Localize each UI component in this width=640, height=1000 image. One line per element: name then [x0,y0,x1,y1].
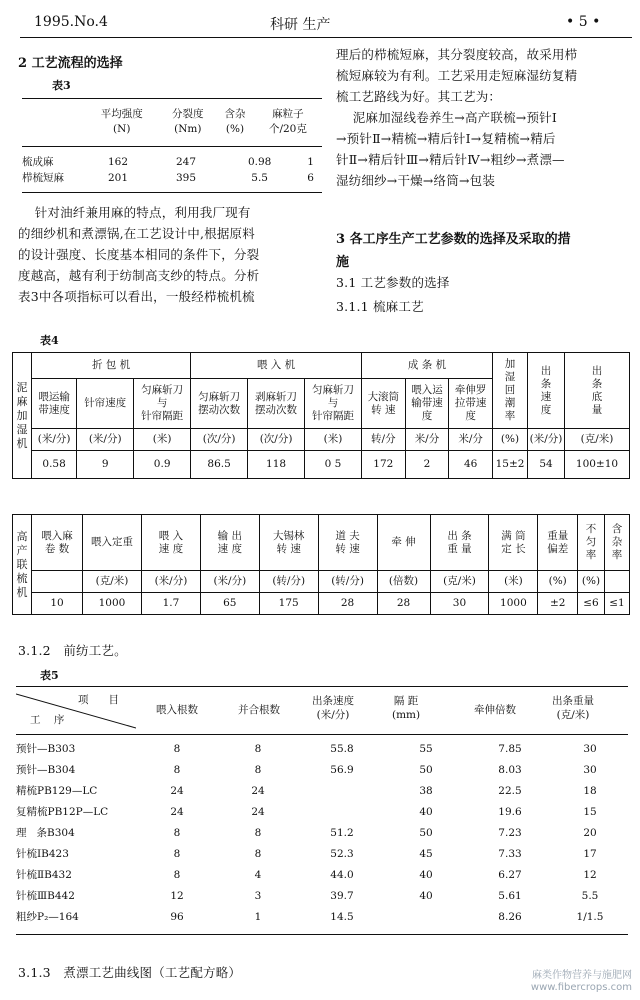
table5-body [16,738,628,927]
table5-cell: 4 [254,868,262,881]
table4b-header: 输 出 速 度 [200,515,259,571]
table5-cell: 40 [419,805,433,818]
table4-header: 大滚筒 转 速 [361,379,405,429]
table3-col-particles: 麻粒子 个/20克 [268,108,307,135]
table-row [16,843,628,864]
table-row [16,738,628,759]
table5-process: 粗纱P₂—164 [16,910,79,923]
journal-issue: 1995.No.4 [34,14,108,30]
table5-cell [300,780,384,801]
table5-top-rule [16,686,628,687]
table4b-header: 喂入定重 [83,515,142,571]
table5-cell: 7.23 [498,826,522,839]
paragraph-line: 泥麻加湿线卷养生→高产联梳→预针Ⅰ [336,110,557,125]
table5-cell: 52.3 [330,847,354,860]
paragraph-line: 的细纱机和煮漂锅,在工艺设计中,根据原料 [18,226,255,241]
table5-cell: 7.85 [498,742,522,755]
table5-cell: 8 [173,763,181,776]
table5-cell: 24 [251,784,265,797]
table5-cell: 17 [583,847,597,860]
table5-cell: 30 [583,763,597,776]
table5-cell: 7.33 [498,847,522,860]
table5-cell: 45 [419,847,433,860]
subsection-3-1-1: 3.1.1 梳麻工艺 [336,299,424,314]
table5-cell: 51.2 [330,826,354,839]
process-paragraph [336,44,632,191]
table5-cell: 8 [254,826,262,839]
table5-cell: 15 [583,805,597,818]
table4-caption: 表4 [40,334,59,347]
table3-top-rule [22,98,322,99]
table4-unit: 转/分 [361,429,405,451]
table4-header: 针帘速度 [77,379,134,429]
table4-value: 172 [361,451,405,479]
table5-cell: 19.6 [498,805,522,818]
table5-cell: 1/1.5 [576,910,604,923]
paragraph-line: 针对油纤兼用麻的特点，利用我厂现有 [18,205,251,220]
table5-cell: 24 [170,805,184,818]
table4-header: 匀麻斩刀 与 针帘隔距 [134,379,191,429]
paragraph-line: 的设计强度、长度基本相同的条件下，分裂 [18,247,260,262]
table3-body [22,154,322,186]
watermark-line: 麻类作物营养与施肥网 [532,970,632,981]
subsection-3-1-2: 3.1.2 前纺工艺。 [18,643,127,658]
table4-header: 匀麻斩刀 摆动次数 [191,379,248,429]
section-3-title-cont: 施 [336,255,350,270]
table5-cell: 40 [419,889,433,902]
table4b-header: 含 杂 率 [605,515,630,571]
table3-cell: 5.5 [251,172,268,184]
table4b-value: 65 [200,593,259,615]
table4b-header: 喂入麻 卷 数 [32,515,83,571]
table4b-value: 1000 [489,593,538,615]
paragraph-line: →预针Ⅱ→精梳→精后针Ⅰ→复精梳→精后 [336,131,556,146]
table5-cell: 8 [173,868,181,881]
table5-bottom-rule [16,934,628,935]
table3-mid-rule [22,146,322,147]
paragraph-line: 梳短麻较为有利。工艺采用走短麻湿纺复精 [336,68,578,83]
section-3-title: 3 各工序生产工艺参数的选择及采取的措 [336,232,571,247]
paragraph-line: 针Ⅱ→精后针Ⅲ→精后针Ⅳ→粗纱→煮漂— [336,152,565,167]
table4b [12,514,630,615]
table5-cell: 8.03 [498,763,522,776]
table4b-header: 不 匀 率 [578,515,605,571]
table5-cell: 8 [173,826,181,839]
table4-unit: (次/分) [191,429,248,451]
table4-unit: (米/分) [528,429,565,451]
table5-caption: 表5 [40,669,59,682]
table4b-value: 10 [32,593,83,615]
table4-value: 0.58 [32,451,77,479]
table3-cell: 162 [107,156,129,168]
table4-value: 46 [449,451,493,479]
table5-cell: 20 [583,826,597,839]
table5-process: 理 条B304 [16,826,75,839]
subsection-3-1-3: 3.1.3 煮漂工艺曲线图（工艺配方略） [18,965,242,980]
table5-cell: 55.8 [330,742,354,755]
table5-cell: 18 [583,784,597,797]
section-2-title: 2 工艺流程的选择 [18,56,123,71]
table3-cell: 247 [175,156,196,168]
table-row [16,885,628,906]
table5-cell [384,906,468,927]
table5-process: 预针—B303 [16,742,76,755]
table4-group: 折 包 机 [32,353,191,379]
table4-value: 2 [405,451,449,479]
table5-cell: 8 [254,742,262,755]
table4b-unit: (米) [489,571,538,593]
table4-value: 9 [77,451,134,479]
table4b-unit: (克/米) [430,571,489,593]
table5-col-header: 喂入根数 [156,704,198,716]
table-row [16,906,628,927]
table3-cell: 梳成麻 [22,156,54,168]
table-row [16,780,628,801]
table-row [16,759,628,780]
table5-cell: 30 [583,742,597,755]
table5-cell: 1 [254,910,262,923]
table-row [22,154,322,170]
table4b-value: ±2 [538,593,578,615]
table4b-unit: (米/分) [142,571,201,593]
table-row [13,429,630,451]
table4b-header: 满 筒 定 长 [489,515,538,571]
table3-bottom-rule [22,192,322,193]
site-watermark [531,970,632,994]
table5-cell: 5.5 [581,889,599,902]
table4-value: 86.5 [191,451,248,479]
table4b-unit [32,571,83,593]
table4b-header: 喂 入 速 度 [142,515,201,571]
table4b-unit: (%) [538,571,578,593]
table4-header: 喂入运 输带速 度 [405,379,449,429]
table5-process: 针梳ⅡB432 [16,868,72,881]
table5-cell: 40 [419,868,433,881]
table4b-value: ≤6 [578,593,605,615]
table5-mid-rule [16,734,628,735]
table-row [22,170,322,186]
header-rule [20,37,632,38]
table5-process: 复精梳PB12P—LC [16,805,109,818]
table4-unit: (米/分) [77,429,134,451]
table4b-unit: (转/分) [259,571,318,593]
table3-col-impurity: 含杂 (%) [224,108,246,135]
table4-header: 匀麻斩刀 与 针帘隔距 [305,379,362,429]
table3-cell: 栉梳短麻 [22,172,64,184]
table4b-header: 牵 伸 [377,515,430,571]
table4b-unit: (米/分) [200,571,259,593]
table4-header: 加 湿 回 潮 率 [493,353,528,429]
table4 [12,352,630,479]
table3-cell: 6 [307,172,314,184]
table5-cell: 6.27 [498,868,522,881]
table3 [22,102,322,142]
paragraph-line: 梳工艺路线为好。其工艺为： [336,89,502,104]
table3-col-split: 分裂度 (Nm) [172,108,204,135]
table5-cell: 8 [173,847,181,860]
table5-cell: 8 [173,742,181,755]
table-row [16,864,628,885]
table5-col-header: 隔 距 (mm) [392,695,421,721]
table4b-header: 重量 偏差 [538,515,578,571]
paragraph-line: 度越高，越有利于纺制高支纱的特点。分析 [18,268,260,283]
table4b-unit: (克/米) [83,571,142,593]
table4-value: 0.9 [134,451,191,479]
table5-process: 预针—B304 [16,763,76,776]
table3-cell: 1 [307,156,314,168]
table4b-unit: (倍数) [377,571,430,593]
table4-value: 100±10 [565,451,630,479]
table4b-value: 1000 [83,593,142,615]
subsection-3-1: 3.1 工艺参数的选择 [336,275,450,290]
table-row [13,451,630,479]
table5-cell: 12 [170,889,184,902]
table4b-header: 大锡林 转 速 [259,515,318,571]
table4-unit: (米/分) [32,429,77,451]
table4b-value: 28 [377,593,430,615]
table4-side-label: 泥麻加湿机 [13,353,32,479]
section-label: 科研 生产 [270,17,331,33]
table5-col-header: 出条重量 (克/米) [552,695,594,721]
table4-header: 剥麻斩刀 摆动次数 [248,379,305,429]
table5-cell: 8 [254,763,262,776]
table4-header: 喂运输 带速度 [32,379,77,429]
paragraph-line: 表3中各项指标可以看出，一般经栉梳机梳 [18,289,255,304]
table3-caption: 表3 [52,79,71,92]
table5-cell: 3 [254,889,262,902]
table4b-unit: (%) [578,571,605,593]
table5-corner-bottom: 工 序 [30,714,65,726]
table4-group: 成 条 机 [361,353,492,379]
table5-col-header: 并合根数 [238,704,280,716]
table4b-value: 175 [259,593,318,615]
table4b-side-label: 高产联梳机 [13,515,32,615]
table4-unit: 米/分 [449,429,493,451]
table5-process: 针梳ⅠB423 [16,847,69,860]
table4-unit: 米/分 [405,429,449,451]
table-row [13,593,630,615]
table5-cell: 39.7 [330,889,354,902]
table4-group: 喂 入 机 [191,353,362,379]
table4-value: 54 [528,451,565,479]
table5-cell: 55 [419,742,433,755]
table5-cell: 14.5 [330,910,354,923]
table5-cell: 50 [419,763,433,776]
table4-value: 15±2 [493,451,528,479]
table4b-value: ≤1 [605,593,630,615]
table5-cell: 50 [419,826,433,839]
table5-process: 精梳PB129—LC [16,784,98,797]
table5-cell: 8 [254,847,262,860]
table5-cell: 44.0 [330,868,354,881]
table4-value: 118 [248,451,305,479]
table4-unit: (米) [305,429,362,451]
table5-process: 针梳ⅢB442 [16,889,75,902]
watermark-line: www.fibercrops.com [530,982,632,993]
table5-cell: 12 [583,868,597,881]
table4-unit: (米) [134,429,191,451]
table4-unit: (克/米) [565,429,630,451]
paragraph-line: 理后的栉梳短麻，其分裂度较高，故采用栉 [336,47,578,62]
table4b-unit [605,571,630,593]
table5-corner-top: 项 目 [78,694,120,706]
table5-cell: 5.61 [498,889,522,902]
table5-cell [300,801,384,822]
table4b-value: 30 [430,593,489,615]
page-number: • 5 • [566,14,601,30]
table4-value: 0 5 [305,451,362,479]
table5-cell: 38 [419,784,433,797]
table4b-header: 出 条 重 量 [430,515,489,571]
table4-unit: (次/分) [248,429,305,451]
table3-cell: 201 [107,172,129,184]
table5-cell: 96 [170,910,184,923]
table4-header: 牵伸罗 拉带速 度 [449,379,493,429]
table5-cell: 24 [251,805,265,818]
table5-header [16,688,628,732]
table4-unit: (%) [493,429,528,451]
table3-col-strength: 平均强度 (N) [100,108,143,135]
table5-col-header: 出条速度 (米/分) [312,695,354,721]
table3-cell: 395 [175,172,196,184]
table-row [16,822,628,843]
intro-paragraph [18,202,328,307]
table5-cell: 56.9 [330,763,354,776]
table4b-value: 1.7 [142,593,201,615]
table5-col-header: 牵伸倍数 [474,704,516,716]
table4b-header: 道 夫 转 速 [318,515,377,571]
table4b-value: 28 [318,593,377,615]
table5-cell: 24 [170,784,184,797]
table4b-unit: (转/分) [318,571,377,593]
paragraph-line: 湿纺细纱→干燥→络筒→包装 [336,173,496,188]
table3-cell: 0.98 [247,156,272,168]
table5-cell: 22.5 [498,784,522,797]
table4-header: 出 条 速 度 [528,353,565,429]
table5-cell: 8.26 [498,910,522,923]
table4-header: 出 条 底 量 [565,353,630,429]
table-row [16,801,628,822]
